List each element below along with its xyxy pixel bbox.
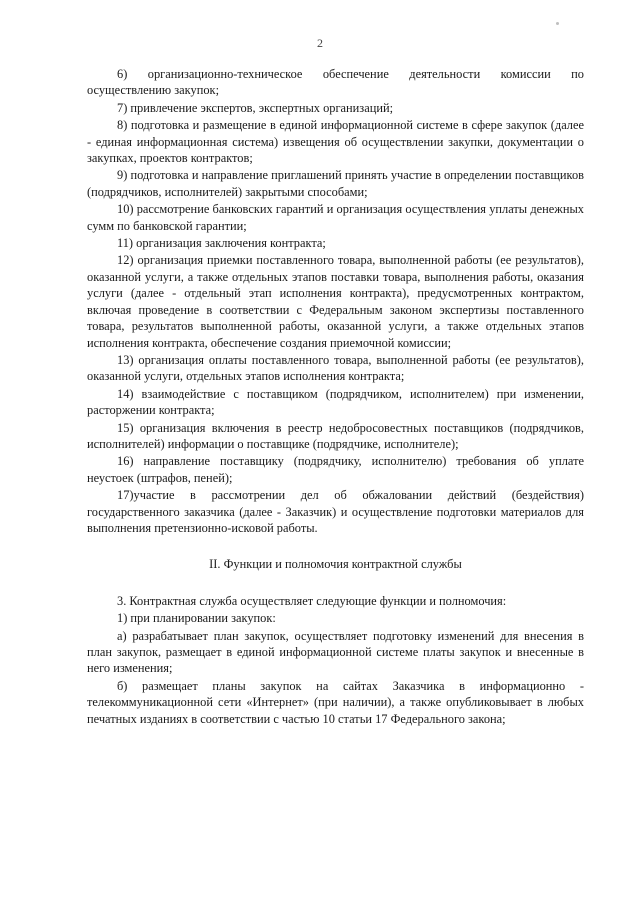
paragraph-item-16: 16) направление поставщику (подрядчику, исполнителю) требования об уплате неустоек (штрафов, пеней); bbox=[87, 454, 584, 485]
paragraph-item-8: 8) подготовка и размещение в единой информационной системе в сфере закупок (далее - единая информационная система) извещения об осуществлении закупки, документации о закупках, проектов контрактов; bbox=[87, 118, 584, 166]
section-heading: II. Функции и полномочия контрактной службы bbox=[209, 557, 462, 572]
paragraph-item-9: 9) подготовка и направление приглашений принять участие в определении поставщиков (подрядчиков, исполнителей) закрытыми способами; bbox=[87, 168, 584, 199]
page-number: 2 bbox=[317, 36, 323, 50]
scan-speck bbox=[556, 22, 559, 25]
paragraph-subclause-1: 1) при планировании закупок: bbox=[117, 611, 276, 626]
paragraph-item-14: 14) взаимодействие с поставщиком (подрядчиком, исполнителем) при изменении, расторжении контракта; bbox=[87, 386, 584, 418]
paragraph-item-15: 15) организация включения в реестр недобросовестных поставщиков (подрядчиков, исполнителей) информации о поставщике (подрядчике, исполнителе); bbox=[87, 420, 584, 451]
paragraph-subclause-a: а) разрабатывает план закупок, осуществляет подготовку изменений для внесения в план закупок, размещает в единой информационной системе платы закупок и внесенные в него изменения; bbox=[87, 628, 584, 676]
paragraph-item-13: 13) организация оплаты поставленного товара, выполненной работы (ее результатов), оказанной услуги, отдельных этапов исполнения контракта; bbox=[87, 352, 584, 384]
paragraph-clause-3: 3. Контрактная служба осуществляет следующие функции и полномочия: bbox=[117, 593, 507, 608]
paragraph-item-7: 7) привлечение экспертов, экспертных организаций; bbox=[117, 100, 394, 115]
paragraph-subclause-b: б) размещает планы закупок на сайтах Заказчика в информационно - телекоммуникационной сети «Интернет» (при наличии), а также опубликовывает в любых печатных изданиях в соответствии с частью 10 статьи 17 Федерального закона; bbox=[87, 678, 584, 726]
paragraph-item-12: 12) организация приемки поставленного товара, выполненной работы (ее результатов), оказанной услуги, а также отдельных этапов поставки товара, выполнения работы, оказания услуги (далее - отдельный этап исполнения контракта), предусмотренных контрактом, включая проведение в соответствии с Федеральным законом экспертизы поставленного товара, результатов выполненной работы, оказанной услуги, а также отдельных этапов исполнения контракта, обеспечение создания приемочной комиссии; bbox=[87, 253, 584, 350]
paragraph-item-11: 11) организация заключения контракта; bbox=[117, 236, 326, 251]
paragraph-item-17: 17)участие в рассмотрении дел об обжаловании действий (бездействия) государственного заказчика (далее - Заказчик) и осуществление подготовки материалов для выполнения претензионно-исковой работы. bbox=[87, 488, 584, 535]
paragraph-item-6: 6) организационно-техническое обеспечение деятельности комиссии по осуществлению закупок; bbox=[87, 67, 584, 98]
document-body bbox=[87, 66, 584, 728]
paragraph-item-10: 10) рассмотрение банковских гарантий и организация осуществления уплаты денежных сумм по банковской гарантии; bbox=[87, 202, 584, 233]
